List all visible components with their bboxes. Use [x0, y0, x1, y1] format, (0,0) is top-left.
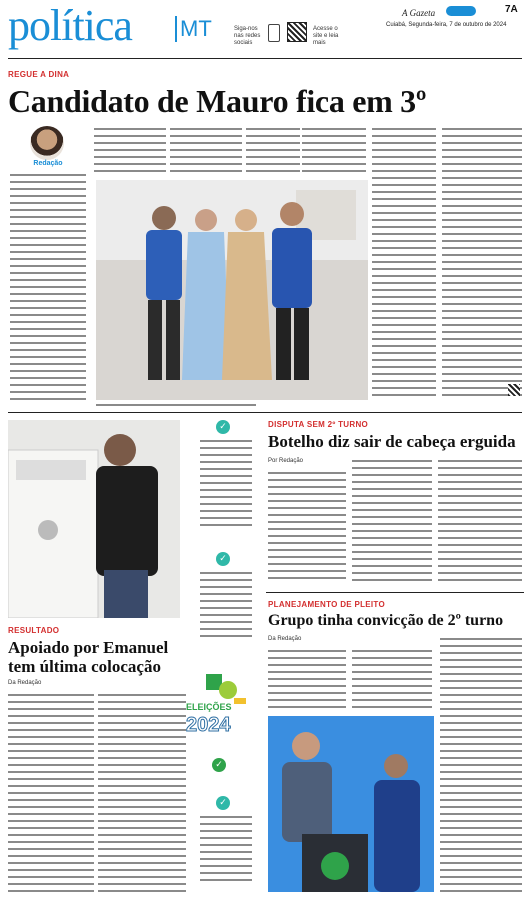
election-label: ELEIÇÕES — [186, 702, 232, 712]
lead-column-4 — [246, 126, 300, 176]
lead-qr-icon[interactable] — [508, 384, 520, 396]
newspaper-name: A Gazeta — [402, 8, 436, 18]
story4-kicker: PLANEJAMENTO DE PLEITO — [268, 600, 385, 609]
lead-column-5 — [302, 126, 366, 176]
story2-byline: Por Redação — [268, 458, 304, 464]
story4-column-1 — [268, 648, 346, 710]
voting-photo — [8, 420, 180, 618]
qr-code-icon[interactable] — [287, 22, 307, 42]
story4-headline: Grupo tinha convicção de 2º turno — [268, 612, 504, 629]
story3-column-1 — [8, 692, 94, 892]
lead-column-6 — [372, 126, 436, 396]
lead-column-2 — [94, 126, 166, 176]
sidebar-note-2 — [200, 570, 252, 640]
section-region: MT — [180, 16, 212, 41]
lead-photo-caption — [96, 402, 256, 408]
election-year: 2024 — [186, 714, 231, 736]
lead-column-1 — [10, 172, 86, 404]
edition-date: Cuiabá, Segunda-feira, 7 de outubro de 2024 — [386, 22, 507, 28]
story2-kicker: DISPUTA SEM 2º TURNO — [268, 420, 369, 429]
phone-icon — [268, 24, 280, 42]
story4-column-3 — [440, 636, 522, 892]
header-rule — [8, 58, 522, 59]
header-divider — [175, 16, 177, 42]
story4-byline: Da Redação — [268, 636, 302, 642]
brand-logo-icon — [446, 6, 476, 16]
vote-icon: ✓ — [212, 758, 226, 772]
info-icon: ✓ — [216, 796, 230, 810]
story3-kicker: RESULTADO — [8, 626, 60, 635]
info-icon: ✓ — [216, 420, 230, 434]
story2-column-1 — [268, 470, 346, 582]
story3-byline: Da Redação — [8, 680, 42, 686]
story2-column-3 — [438, 458, 522, 582]
lead-column-3 — [170, 126, 242, 176]
lead-photo — [96, 180, 368, 400]
election-logo — [184, 672, 264, 752]
story2-headline: Botelho diz sair de cabeça erguida — [268, 432, 516, 451]
author-avatar — [30, 126, 64, 160]
info-icon: ✓ — [216, 552, 230, 566]
page-number: 7A — [505, 4, 518, 15]
mid-rule — [8, 412, 522, 413]
section-title: política — [8, 1, 132, 50]
lead-byline: Redação — [33, 160, 63, 167]
lead-headline: Candidato de Mauro fica em 3º — [8, 83, 427, 119]
story4-column-2 — [352, 648, 432, 710]
lead-kicker: REGUE A DINA — [8, 70, 70, 79]
podium-photo — [268, 716, 434, 892]
story2-rule — [266, 592, 524, 593]
lead-column-7 — [442, 126, 522, 396]
story2-column-2 — [352, 458, 432, 582]
social-follow-text: Siga-nos nas redes sociais — [234, 26, 261, 46]
story3-headline: Apoiado por Emanuel tem última colocação — [8, 638, 169, 676]
site-follow-text: Acesse o site e leia mais — [313, 26, 339, 46]
sidebar-note-1 — [200, 438, 252, 528]
story3-column-2 — [98, 692, 186, 892]
sidebar-note-3 — [200, 814, 252, 884]
